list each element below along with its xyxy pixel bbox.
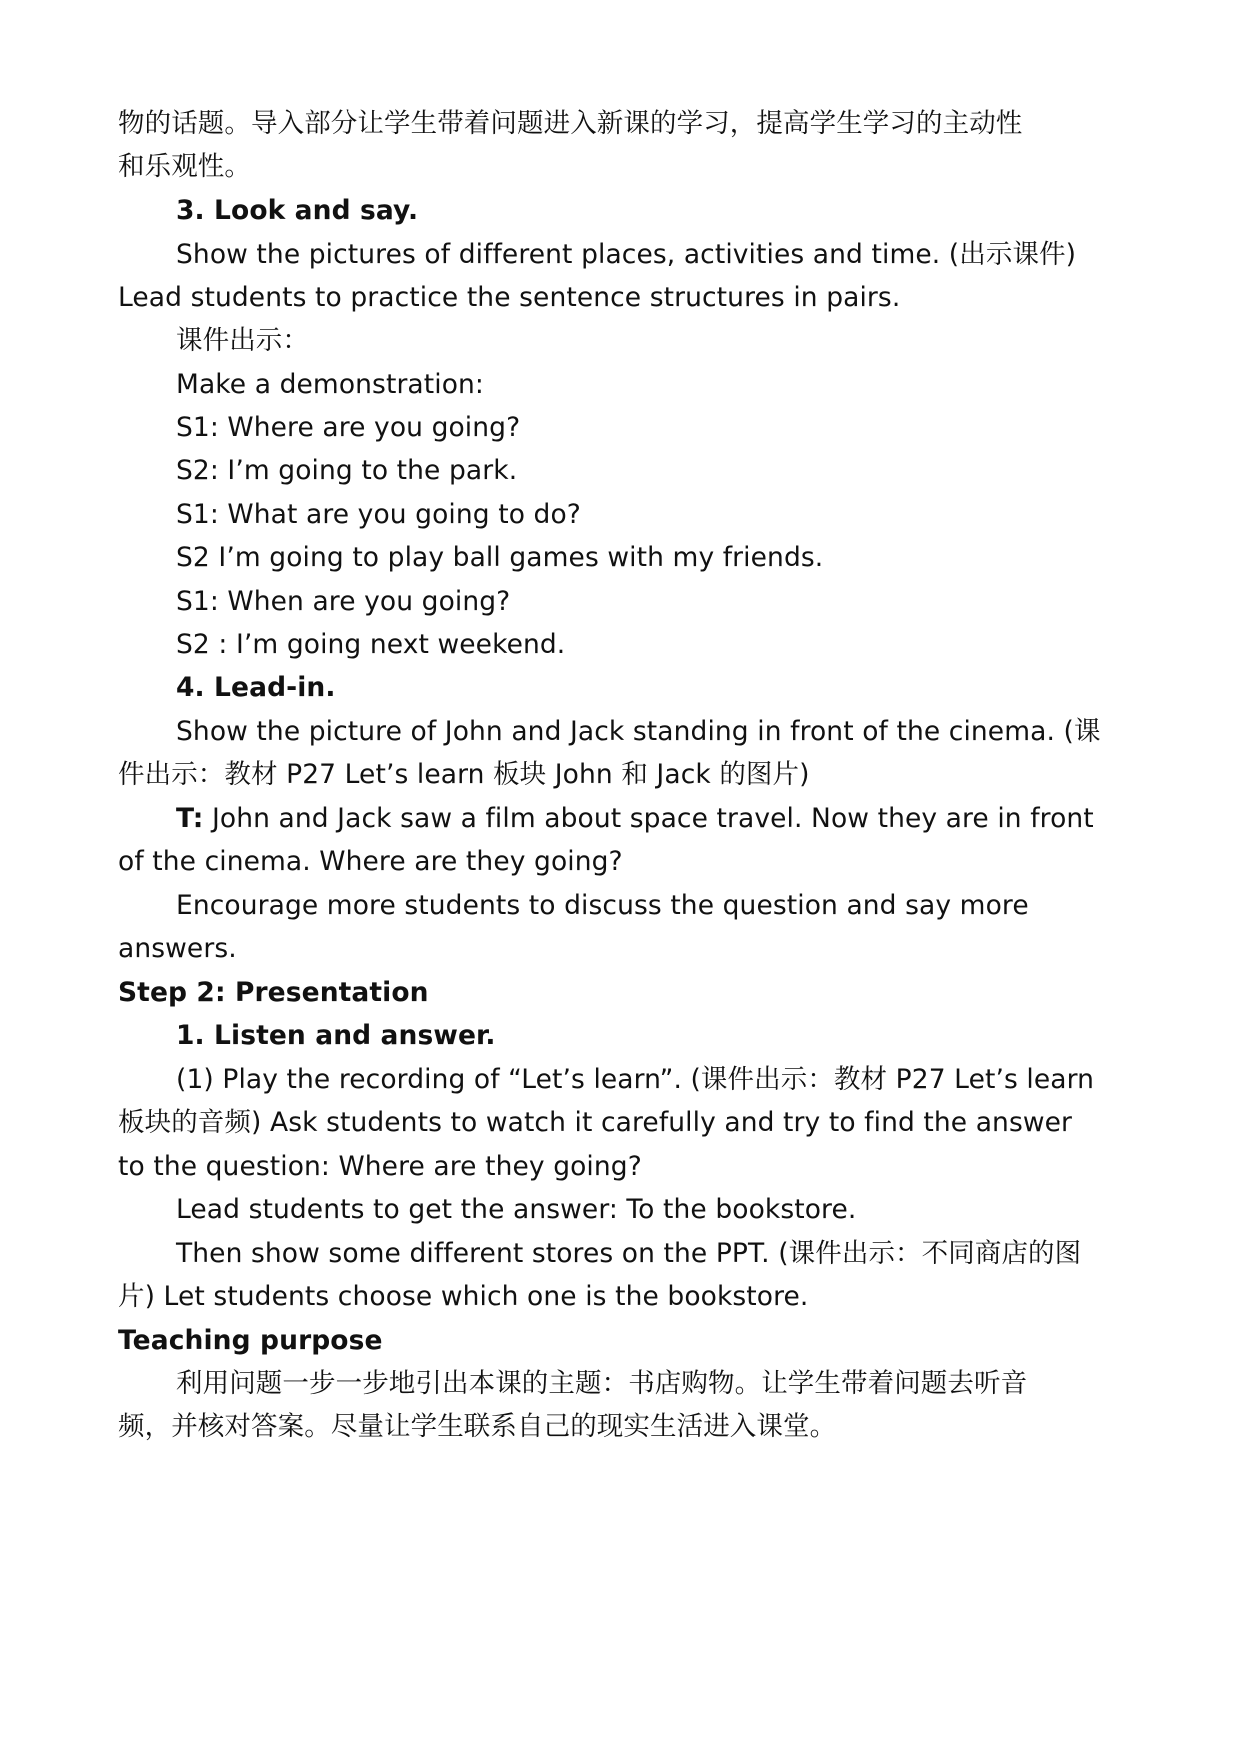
paragraph-line: to the question: Where are they going? — [118, 1151, 642, 1182]
paragraph-line: 课件出示： — [176, 325, 309, 356]
paragraph-line: answers. — [118, 933, 237, 964]
paragraph-line: Show the picture of John and Jack standing in front of the cinema. (课 — [176, 716, 1101, 747]
paragraph-line — [176, 802, 1094, 836]
paragraph-line: Encourage more students to discuss the question and say more — [176, 890, 1029, 921]
paragraph-line: Lead students to get the answer: To the bookstore. — [176, 1194, 857, 1225]
section-heading: 3. Look and say. — [176, 195, 419, 226]
teacher-speech: John and Jack saw a film about space travel. Now they are in front — [203, 803, 1094, 834]
dialogue-line: S2: I’m going to the park. — [176, 455, 518, 486]
dialogue-line: S2 : I’m going next weekend. — [176, 629, 566, 660]
paragraph-line: 利用问题一步一步地引出本课的主题：书店购物。让学生带着问题去听音 — [176, 1368, 1028, 1399]
step-heading: Step 2: Presentation — [118, 977, 429, 1008]
section-heading: 1. Listen and answer. — [176, 1020, 496, 1051]
paragraph-line: Show the pictures of different places, activities and time. (出示课件) — [176, 239, 1077, 270]
dialogue-line: S2 I’m going to play ball games with my friends. — [176, 542, 824, 573]
dialogue-line: S1: Where are you going? — [176, 412, 521, 443]
teacher-label: T: — [176, 803, 204, 834]
paragraph-line: 和乐观性。 — [118, 151, 251, 182]
paragraph-line: 频，并核对答案。尽量让学生联系自己的现实生活进入课堂。 — [118, 1411, 837, 1442]
paragraph-line: Make a demonstration: — [176, 369, 484, 400]
teaching-purpose-heading: Teaching purpose — [118, 1325, 383, 1356]
paragraph-line: Then show some different stores on the PPT. (课件出示：不同商店的图 — [176, 1238, 1082, 1269]
paragraph-line: Lead students to practice the sentence structures in pairs. — [118, 282, 901, 313]
dialogue-line: S1: What are you going to do? — [176, 499, 581, 530]
paragraph-line: 物的话题。导入部分让学生带着问题进入新课的学习，提高学生学习的主动性 — [118, 108, 1023, 139]
dialogue-line: S1: When are you going? — [176, 586, 511, 617]
paragraph-line: 件出示：教材 P27 Let’s learn 板块 John 和 Jack 的图片) — [118, 759, 810, 790]
section-heading: 4. Lead-in. — [176, 672, 336, 703]
paragraph-line: 板块的音频) Ask students to watch it carefully and try to find the answer — [118, 1107, 1073, 1138]
paragraph-line: (1) Play the recording of “Let’s learn”. (课件出示：教材 P27 Let’s learn — [176, 1064, 1095, 1095]
paragraph-line: 片) Let students choose which one is the bookstore. — [118, 1281, 809, 1312]
paragraph-line: of the cinema. Where are they going? — [118, 846, 623, 877]
